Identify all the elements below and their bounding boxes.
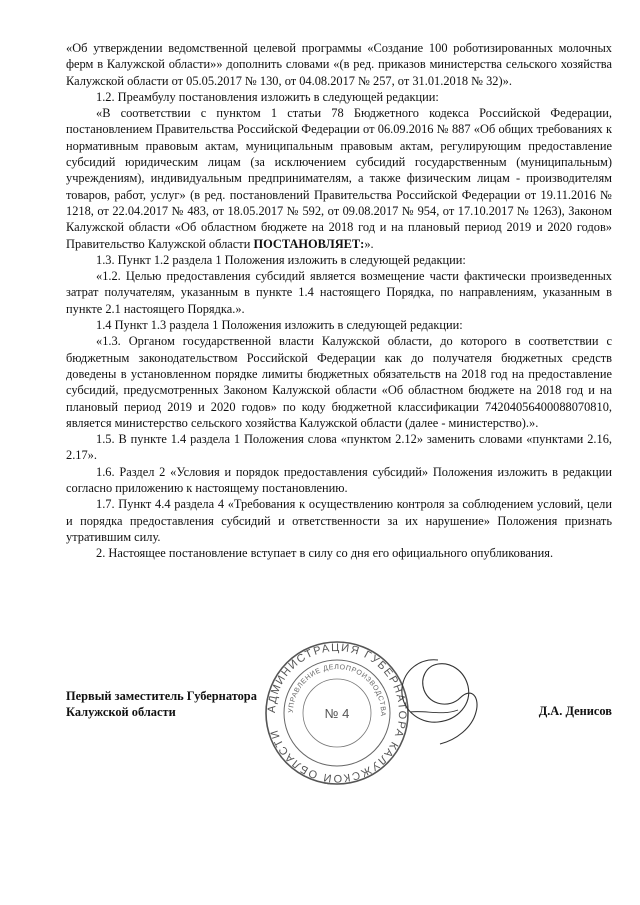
- signatory-name: Д.А. Денисов: [538, 704, 612, 718]
- paragraph-quote-1-2: «1.2. Целью предоставления субсидий является возмещение части фактически произведенных затрат получателям, указанным в пункте 1.4 настоящего Порядка, по направлениям, указанным в пункте 2.1 настоящего Порядка.».: [66, 269, 612, 316]
- paragraph-2: 2. Настоящее постановление вступает в силу со дня его официального опубликования.: [96, 546, 554, 561]
- paragraph-1-3: 1.3. Пункт 1.2 раздела 1 Положения изложить в следующей редакции:: [96, 252, 466, 267]
- paragraph-1-6: 1.6. Раздел 2 «Условия и порядок предоставления субсидий» Положения изложить в редакции согласно приложению к настоящему постановлению.: [66, 464, 612, 496]
- preamble-text: «В соответствии с пунктом 1 статьи 78 Бюджетного кодекса Российской Федерации, постановлением Правительства Российской Федерации от 06.09.2016 № 887 «Об общих требованиях к нормативным правовым актам, муниципальным правовым актам, регулирующим предоставление субсидий юридическим лицам (за исключением субсидий государственным (муниципальным) учреждениям), индивидуальным предпринимателям, а также физическим лицам - производителям товаров, работ, услуг» (в ред. постановлений Правительства Российской Федерации от 19.11.2016 № 1218, от 22.04.2017 № 483, от 18.05.2017 № 592, от 09.08.2017 № 954, от 17.10.2017 № 1263), Законом Калужской области «Об областном бюджете на 2018 год и на плановый период 2019 и 2020 годов» Правительство Калужской области: [66, 106, 612, 251]
- seal-outer-text: АДМИНИСТРАЦИЯ ГУБЕРНАТОРА КАЛУЖСКОЙ ОБЛАСТИ: [265, 641, 409, 785]
- seal-inner-text: УПРАВЛЕНИЕ ДЕЛОПРОИЗВОДСТВА: [287, 663, 387, 717]
- paragraph-1-7: 1.7. Пункт 4.4 раздела 4 «Требования к осуществлению контроля за соблюдением условий, цели и порядка предоставления субсидий и ответственности за их нарушение» Положения признать утратившим силу.: [66, 497, 612, 544]
- preamble-decree-word: ПОСТАНОВЛЯЕТ:: [253, 236, 365, 251]
- paragraph-1-5: 1.5. В пункте 1.4 раздела 1 Положения слова «пунктом 2.12» заменить словами «пунктами 2.16, 2.17».: [66, 432, 612, 463]
- preamble-end: ».: [364, 236, 374, 251]
- paragraph-preamble: [66, 105, 612, 252]
- seal-center-text: № 4: [324, 706, 350, 721]
- signature-block: [66, 688, 612, 728]
- signatory-title-line2: Калужской области: [66, 705, 176, 720]
- paragraph-1-4: 1.4 Пункт 1.3 раздела 1 Положения изложить в следующей редакции:: [96, 318, 463, 333]
- paragraph-1-2: 1.2. Преамбулу постановления изложить в следующей редакции:: [96, 89, 439, 104]
- paragraph-0: «Об утверждении ведомственной целевой программы «Создание 100 роботизированных молочных ферм в Калужской области»» дополнить словами «(в ред. приказов министерства сельского хозяйства Калужской области от 05.05.2017 № 130, от 04.08.2017 № 257, от 31.01.2018 № 32)».: [66, 41, 612, 88]
- signatory-title: [66, 688, 257, 721]
- signatory-title-line1: Первый заместитель Губернатора: [66, 689, 257, 703]
- paragraph-quote-1-3: «1.3. Органом государственной власти Калужской области, до которого в соответствии с бюджетным законодательством Российской Федерации как до получателя бюджетных средств доведены в установленном порядке лимиты бюджетных обязательств на 2018 год на предоставление субсидий, предусмотренных Законом Калужской области «Об областном бюджете на 2018 год и на плановый период 2019 и 2020 годов» по коду бюджетной классификации 74204056400088070810, является министерство сельского хозяйства Калужской области (далее - министерство).».: [66, 334, 612, 430]
- document-body: [66, 40, 612, 562]
